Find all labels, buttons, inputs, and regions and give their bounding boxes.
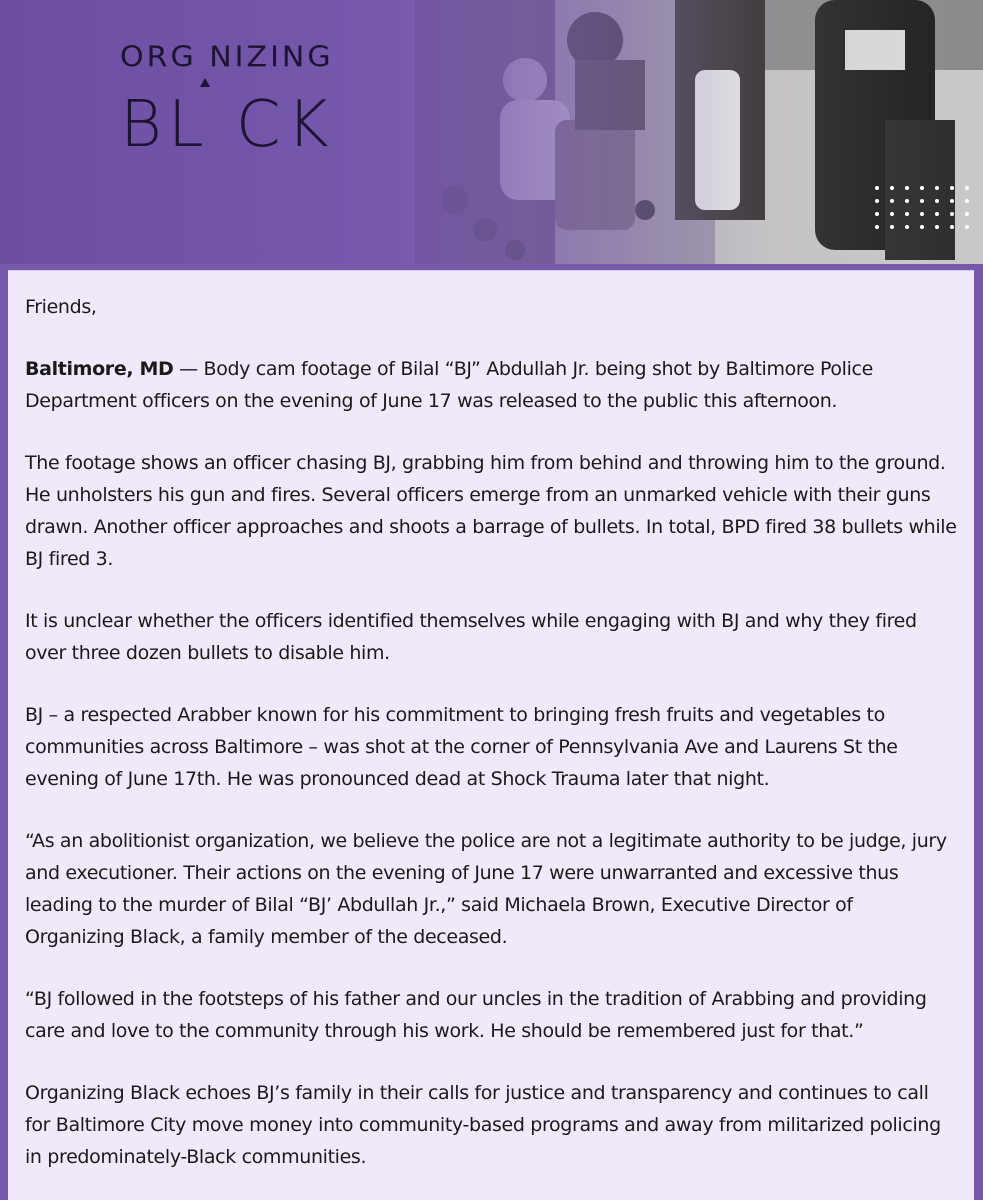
paragraph-unclear: It is unclear whether the officers identified themselves while engaging with BJ and why they fired over three dozen bullets to disable him. [25, 610, 917, 664]
dateline: Baltimore, MD [25, 358, 174, 380]
greeting: Friends, [25, 296, 97, 318]
logo-triangle-icon [200, 78, 210, 87]
paragraph-quote: “As an abolitionist organization, we believe the police are not a legitimate authority to be judge, jury and executioner. Their actions on the evening of June 17 were unwarranted and excessive thus leading to the murder of Bilal “BJ’ Abdullah Jr.,” said Michaela Brown, Executive Director of Organizing Black, a family member of the deceased. [25, 830, 947, 948]
header-banner [0, 0, 983, 264]
logo-line-2: BL CK [120, 88, 335, 162]
paragraph-arabber: BJ – a respected Arabber known for his commitment to bringing fresh fruits and vegetables to communities across Baltimore – was shot at the corner of Pennsylvania Ave and Laurens St the evening of June 17th. He was pronounced dead at Shock Trauma later that night. [25, 704, 898, 790]
decorative-dots-icon [872, 183, 972, 233]
organizing-black-logo [120, 40, 335, 165]
paragraph-1-text: — Body cam footage of Bilal “BJ” Abdullah Jr. being shot by Baltimore Police Department officers on the evening of June 17 was released to the public this afternoon. [25, 358, 873, 412]
logo-line-1: ORG NIZING [120, 40, 334, 75]
paragraph-dateline [25, 353, 957, 417]
letter-body [8, 270, 974, 1200]
paragraph-call: Organizing Black echoes BJ’s family in their calls for justice and transparency and continues to call for Baltimore City move money into community-based programs and away from militarized policing in predominately-Black communities. [25, 1082, 941, 1168]
paragraph-footage: The footage shows an officer chasing BJ, grabbing him from behind and throwing him to the ground. He unholsters his gun and fires. Several officers emerge from an unmarked vehicle with their guns drawn. Another officer approaches and shoots a barrage of bullets. In total, BPD fired 38 bullets while BJ fired 3. [25, 452, 957, 570]
paragraph-legacy: “BJ followed in the footsteps of his father and our uncles in the tradition of Arabbing and providing care and love to the community through his work. He should be remembered just for that.” [25, 988, 927, 1042]
